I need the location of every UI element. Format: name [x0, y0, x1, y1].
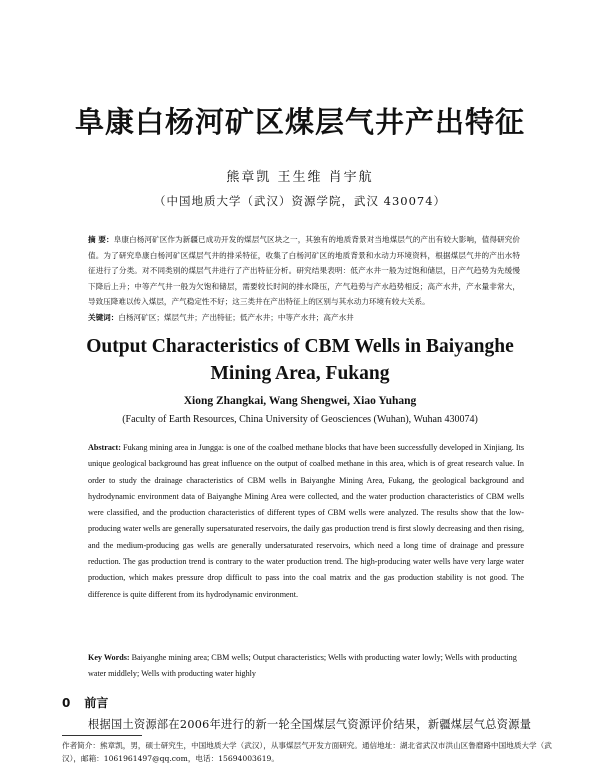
- english-abstract-text: Fukang mining area in Jungga: is one of the coalbed methane blocks that have been successfully developed in Xinjiang. Its unique geological background has great influence on the output of coalbed methane in this area, which is of great research value. In order to study the drainage characteristics of CBM wells in Baiyanghe Mining Area, Fukang, the geological background and hydrodynamic environment data of Baiyanghe Mining Area were collected, and the water production characteristics of CBM wells were classified, and the production characteristics of different types of CBM wells were analyzed. The results show that the low-producing water wells are generally supersaturated reservoirs, the daily gas production trend is first slowly decreasing and then rising, and the medium-producing gas wells are generally undersaturated reservoirs, which need a long time of drainage and pressure reduction. The gas production trend is contrary to the water production trend. The high-producing water wells have very large water production, which makes pressure drop difficult to pass into the coal matrix and the gas production stability is not good. The difference is quite different from its hydrodynamic environment.: [88, 443, 524, 599]
- english-abstract-label: Abstract:: [88, 443, 121, 452]
- chinese-keywords: [88, 312, 520, 324]
- chinese-affiliation: （中国地质大学（武汉）资源学院，武汉 430074）: [153, 194, 447, 208]
- chinese-abstract-label: 摘 要：: [88, 235, 114, 244]
- english-keywords: [88, 650, 524, 683]
- section-title: 前言: [84, 696, 109, 710]
- chinese-keywords-text: 白杨河矿区；煤层气井；产出特征；低产水井；中等产水井；高产水井: [118, 313, 354, 322]
- english-keywords-text: Baiyanghe mining area; CBM wells; Output characteristics; Wells with producting water lowly; Wells with producting water middlely; Wells with producting water highly: [88, 653, 517, 679]
- english-affiliation: (Faculty of Earth Resources, China University of Geosciences (Wuhan), Wuhan 430074): [122, 414, 478, 425]
- section-number: 0: [62, 696, 71, 710]
- english-abstract: [88, 440, 524, 603]
- section-heading: [62, 694, 108, 711]
- english-title: Output Characteristics of CBM Wells in Baiyanghe Mining Area, Fukang: [86, 336, 514, 384]
- body-paragraph: 根据国土资源部在2006年进行的新一轮全国煤层气资源评价结果，新疆煤层气总资源量: [88, 718, 532, 731]
- footnote: 作者简介：熊章凯，男，硕士研究生，中国地质大学（武汉），从事煤层气开发方面研究。通信地址：湖北省武汉市洪山区鲁磨路中国地质大学（武汉），邮箱：1061961497@qq.com，电话：15694003619。: [62, 741, 552, 763]
- chinese-authors: 熊章凯 王生维 肖宇航: [226, 170, 374, 185]
- chinese-title: 阜康白杨河矿区煤层气井产出特征: [74, 105, 525, 139]
- footnote-divider: [62, 735, 142, 736]
- chinese-keywords-label: 关键词：: [88, 313, 119, 322]
- english-authors: Xiong Zhangkai, Wang Shengwei, Xiao Yuhang: [183, 395, 417, 407]
- chinese-abstract-text: 阜康白杨河矿区作为新疆已成功开发的煤层气区块之一，其独有的地质背景对当地煤层气的产出有较大影响，值得研究价值。为了研究阜康白杨河矿区煤层气井的排采特征，收集了白杨河矿区的地质背景和水动力环境资料，根据煤层气井的产出水特征进行了分类。对不同类别的煤层气井进行了产出特征分析。研究结果表明：低产水井一般为过饱和储层，日产气趋势为先缓慢下降后上升；中等产气井一般为欠饱和储层，需要较长时间的排水降压，产气趋势与产水趋势相反；高产水井，产水量非常大，导致压降难以传入煤层，产气稳定性不好；这三类井在产出特征上的区别与其水动力环境有较大关系。: [88, 235, 520, 307]
- chinese-abstract: [88, 232, 520, 309]
- english-keywords-label: Key Words:: [88, 653, 130, 662]
